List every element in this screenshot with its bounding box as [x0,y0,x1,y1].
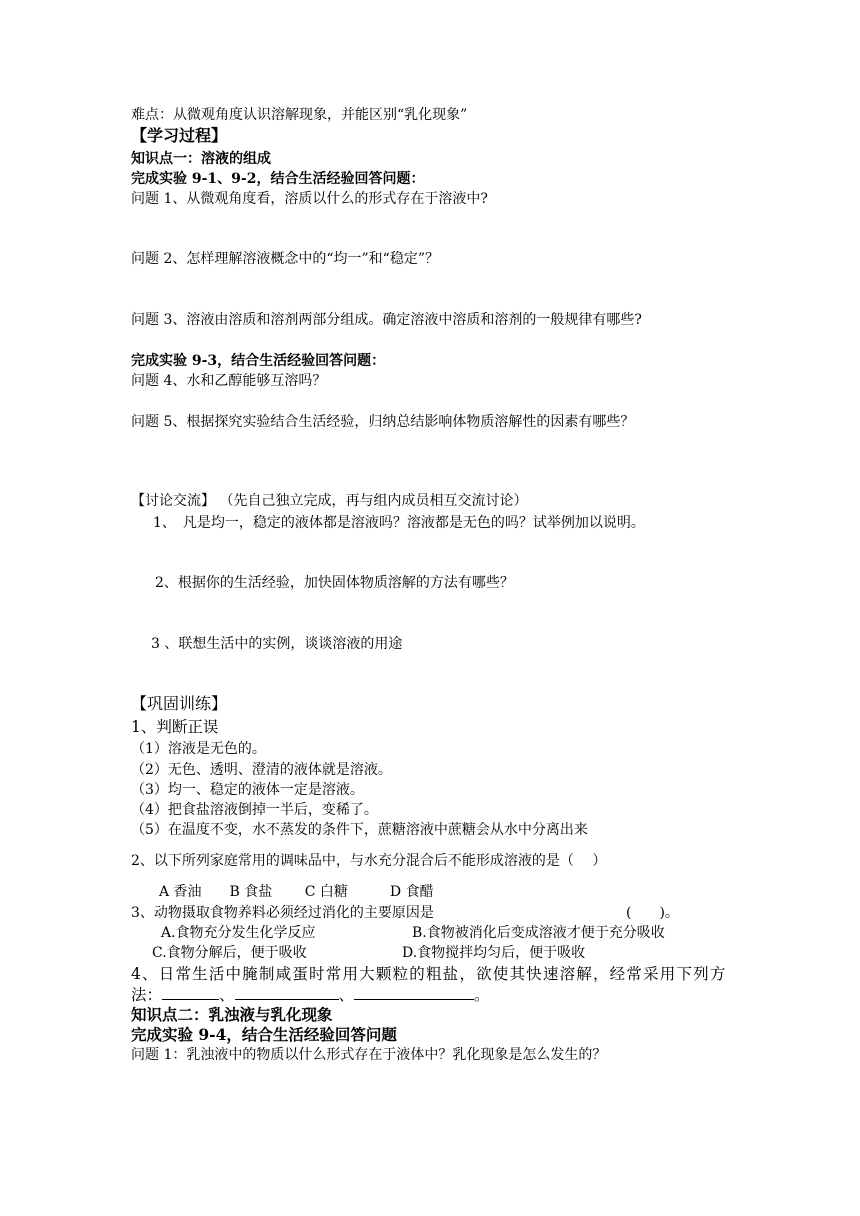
process-heading: 【学习过程】 [131,126,228,145]
practice-question-3-option-a: A.食物充分发生化学反应 [161,925,316,941]
kp2-experiment: 完成实验 9-4，结合生活经验回答问题 [131,1025,397,1044]
q4-sep-2: 、 [338,986,355,1004]
q4-blank-2[interactable] [235,987,339,1000]
practice-question-3-option-c: C.食物分解后，便于吸收 [152,945,307,961]
q4-blank-3[interactable] [354,987,474,1000]
practice-question-2: 2、以下所列家庭常用的调味品中，与水充分混合后不能形成溶液的是（ ） [131,853,607,869]
kp1-title: 知识点一：溶液的组成 [131,151,271,167]
kp1-experiment-2: 完成实验 9-3，结合生活经验回答问题： [131,353,386,369]
difficulty-text: 难点：从微观角度认识溶解现象，并能区别“乳化现象” [131,107,468,123]
q4-sep-1: 、 [219,986,235,1004]
practice-question-4: 4、日常生活中腌制咸蛋时常用大颗粒的粗盐，欲使其快速溶解，经常采用下列方 [131,965,727,983]
practice-heading: 【巩固训练】 [131,694,228,713]
kp1-question-4: 问题 4、水和乙醇能够互溶吗？ [131,373,327,389]
practice-question-3-option-b: B.食物被消化后变成溶液才便于充分吸收 [412,925,665,941]
judge-item-4: （4）把食盐溶液倒掉一半后，变稀了。 [131,802,378,818]
practice-question-2-options: A 香油 B 食盐 C 白糖 D 食醋 [159,884,434,900]
kp1-question-3: 问题 3、溶液由溶质和溶剂两部分组成。确定溶液中溶质和溶剂的一般规律有哪些? [131,312,642,328]
kp1-question-5: 问题 5、根据探究实验结合生活经验，归纳总结影响体物质溶解性的因素有哪些？ [131,414,635,430]
q4-blank-1[interactable] [162,987,219,1000]
discussion-item-3: 3 、联想生活中的实例，谈谈溶液的用途 [151,636,403,652]
q4-prefix: 法： [131,986,163,1004]
judge-item-3: （3）均一、稳定的液体一定是溶液。 [131,782,364,798]
judge-title: 1、判断正误 [131,718,219,736]
discussion-item-2: 2、根据你的生活经验，加快固体物质溶解的方法有哪些？ [155,575,514,591]
practice-question-3-option-d: D.食物搅拌均匀后，便于吸收 [402,945,586,961]
practice-question-4-answer-line [131,985,490,1005]
practice-question-3-answer-paren: ( )。 [626,905,679,921]
kp2-question-1: 问题 1：乳浊液中的物质以什么形式存在于液体中？乳化现象是怎么发生的？ [131,1047,607,1063]
judge-item-1: （1）溶液是无色的。 [131,741,266,757]
kp1-question-2: 问题 2、怎样理解溶液概念中的“均一”和“稳定”？ [131,251,439,267]
practice-question-3: 3、动物摄取食物养料必须经过消化的主要原因是 [131,905,434,921]
discussion-item-1: 1、 凡是均一，稳定的液体都是溶液吗？溶液都是无色的吗？试举例加以说明。 [153,515,645,531]
discussion-heading: 【讨论交流】 （先自己独立完成，再与组内成员相互交流讨论） [131,493,528,509]
q4-end: 。 [474,986,490,1004]
kp2-title: 知识点二：乳浊液与乳化现象 [131,1005,333,1024]
kp1-question-1: 问题 1、从微观角度看，溶质以什么的形式存在于溶液中? [131,191,488,207]
kp1-experiment-1: 完成实验 9-1、9-2，结合生活经验回答问题： [131,171,425,187]
judge-item-5: （5）在温度不变，水不蒸发的条件下，蔗糖溶液中蔗糖会从水中分离出来 [131,822,588,838]
judge-item-2: （2）无色、透明、澄清的液体就是溶液。 [131,762,392,778]
